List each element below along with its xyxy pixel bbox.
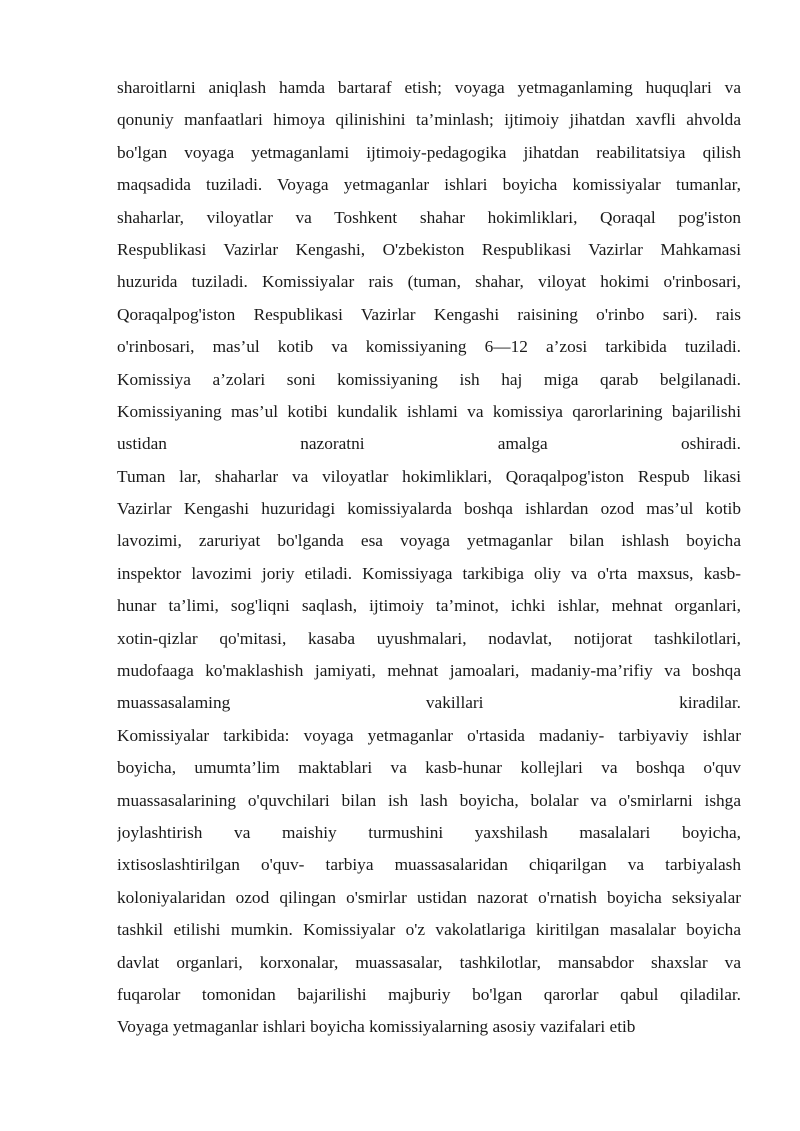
text-line: Respublikasi Vazirlar Kengashi, O'zbekiston Respublikasi Vazirlar Mahkamasi	[117, 239, 741, 259]
text-line: muassasalarining o'quvchilari bilan ish lash boyicha, bolalar va o'smirlarni ishga	[117, 790, 741, 810]
text-line: fuqarolar tomonidan bajarilishi majburiy bo'lgan qarorlar qabul qiladilar.	[117, 984, 741, 1004]
text-line: boyicha, umumta’lim maktablari va kasb-hunar kollejlari va boshqa o'quv	[117, 758, 741, 778]
text-line: qonuniy manfaatlari himoya qilinishini ta’minlash; ijtimoiy jihatdan xavfli ahvolda	[117, 110, 741, 130]
text-line: joylashtirish va maishiy turmushini yaxshilash masalalari boyicha,	[117, 822, 741, 842]
text-line: huzurida tuziladi. Komissiyalar rais (tuman, shahar, viloyat hokimi o'rinbosari,	[117, 272, 741, 292]
text-line: maqsadida tuziladi. Voyaga yetmaganlar ishlari boyicha komissiyalar tumanlar,	[117, 175, 741, 195]
text-line: xotin-qizlar qo'mitasi, kasaba uyushmalari, nodavlat, notijorat tashkilotlari,	[117, 628, 741, 648]
text-line: lavozimi, zaruriyat bo'lganda esa voyaga yetmaganlar bilan ishlash boyicha	[117, 531, 741, 551]
text-line: o'rinbosari, mas’ul kotib va komissiyaning 6—12 a’zosi tarkibida tuziladi.	[117, 337, 741, 357]
text-line: Qoraqalpog'iston Respublikasi Vazirlar Kengashi raisining o'rinbo sari). rais	[117, 304, 741, 324]
text-line: koloniyalaridan ozod qilingan o'smirlar ustidan nazorat o'rnatish boyicha seksiyalar	[117, 887, 741, 907]
body-text	[117, 72, 741, 1044]
text-line: Komissiya a’zolari soni komissiyaning ish haj miga qarab belgilanadi.	[117, 369, 741, 389]
text-line: Komissiyalar tarkibida: voyaga yetmaganlar o'rtasida madaniy- tarbiyaviy ishlar	[117, 725, 741, 745]
text-line: Voyaga yetmaganlar ishlari boyicha komissiyalarning asosiy vazifalari etib	[117, 1017, 636, 1037]
text-line: davlat organlari, korxonalar, muassasalar, tashkilotlar, mansabdor shaxslar va	[117, 952, 741, 972]
text-line: Komissiyaning mas’ul kotibi kundalik ishlami va komissiya qarorlarining bajarilishi	[117, 401, 741, 421]
text-line: mudofaaga ko'maklashish jamiyati, mehnat jamoalari, madaniy-ma’rifiy va boshqa	[117, 661, 741, 681]
text-line: Vazirlar Kengashi huzuridagi komissiyalarda boshqa ishlardan ozod mas’ul kotib	[117, 499, 741, 519]
text-line: hunar ta’limi, sog'liqni saqlash, ijtimoiy ta’minot, ichki ishlar, mehnat organlari,	[117, 596, 741, 616]
text-line: tashkil etilishi mumkin. Komissiyalar o'z vakolatlariga kiritilgan masalalar boyicha	[117, 920, 741, 940]
text-line: ixtisoslashtirilgan o'quv- tarbiya muassasalaridan chiqarilgan va tarbiyalash	[117, 855, 741, 875]
text-line: Tuman lar, shaharlar va viloyatlar hokimliklari, Qoraqalpog'iston Respub likasi	[117, 466, 741, 486]
text-line: inspektor lavozimi joriy etiladi. Komissiyaga tarkibiga oliy va o'rta maxsus, kasb-	[117, 563, 741, 583]
text-line: sharoitlarni aniqlash hamda bartaraf etish; voyaga yetmaganlaming huquqlari va	[117, 78, 741, 97]
text-line: ustidan nazoratni amalga oshiradi.	[117, 434, 741, 454]
text-line: muassasalaming vakillari kiradilar.	[117, 693, 741, 713]
text-line: shaharlar, viloyatlar va Toshkent shahar hokimliklari, Qoraqal pog'iston	[117, 207, 741, 227]
text-line: bo'lgan voyaga yetmaganlami ijtimoiy-pedagogika jihatdan reabilitatsiya qilish	[117, 142, 741, 162]
